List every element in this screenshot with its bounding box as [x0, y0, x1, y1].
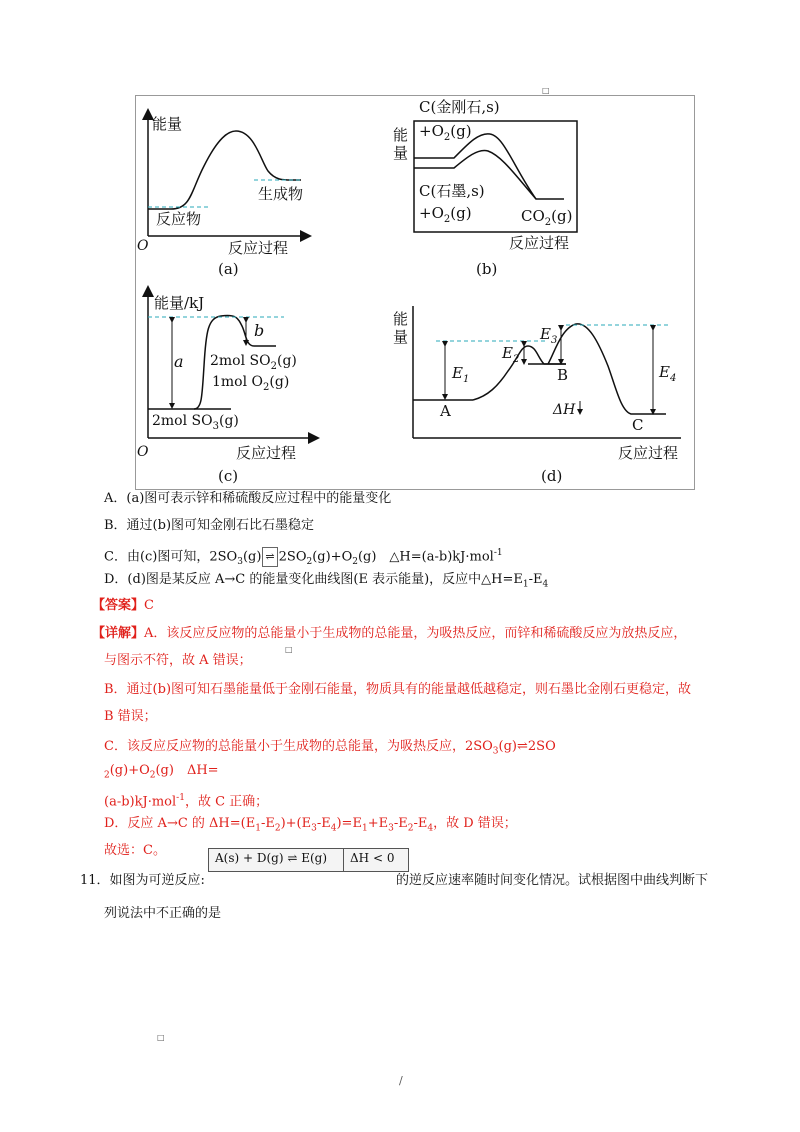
explain-conclusion: 故选：C。 — [104, 843, 166, 858]
d-dh: ΔH — [553, 402, 576, 418]
explain-c-line1: C．该反应反应物的总能量小于生成物的总能量，为吸热反应，$2SO_3(g)\rightleftharpoons 2SO$ — [104, 739, 556, 757]
option-a: A．(a)图可表示锌和稀硫酸反应过程中的能量变化 — [104, 491, 392, 506]
answer-line: 【答案】C — [92, 598, 154, 613]
svg-text:2mol SO2(g): 2mol $SO_2(g)$ — [210, 353, 297, 372]
explain-b-line1: B．通过(b)图可知石墨能量低于金刚石能量，物质具有的能量越低越稳定，则石墨比金刚石更稳定，故 — [104, 682, 692, 697]
diagram-d — [393, 306, 681, 485]
a-caption: (a) — [218, 260, 239, 278]
d-C: C — [632, 416, 644, 434]
c-origin: O — [137, 444, 149, 460]
option-c: C．由(c)图可知，$2SO_3(g)$ ⇌ $2SO_2(g)+O_2(g)$ △H=(a-b)kJ·mol$^{-1}$ — [104, 548, 503, 567]
option-d: D．(d)图是某反应 A→C 的能量变化曲线图(E 表示能量)，反应中$\triangle H=E_1-E_4$ — [104, 572, 549, 590]
diagram-b — [393, 98, 577, 278]
question-11-line2: 列说法中不正确的是 — [104, 906, 222, 921]
b-ylabel-1: 能 — [393, 126, 409, 144]
svg-text:E4: $E_4$ — [659, 363, 677, 384]
svg-text:CO2(g): $CO_2(g)$ — [521, 207, 573, 228]
a-xlabel: 反应过程 — [228, 239, 289, 257]
svg-text:2mol SO3(g): 2mol $SO_3(g)$ — [152, 413, 239, 432]
c-a-label: a — [174, 352, 184, 371]
d-ylabel-1: 能 — [393, 310, 409, 328]
svg-text:+O2(g): $+O_2(g)$ — [419, 204, 472, 225]
reversible-arrow-icon: ⇌ — [262, 547, 277, 567]
b-mid-label: C(石墨,s) — [419, 182, 485, 200]
b-top-label: C(金刚石,s) — [419, 98, 500, 116]
explain-d-line: D．反应 A→C 的 $\Delta H=(E_1-E_2)+(E_3-E_4)=E_1+E_3-E_2-E_4$，故 D 错误； — [104, 816, 517, 834]
d-ylabel-2: 量 — [393, 328, 409, 346]
svg-text:E1: $E_1$ — [452, 364, 470, 385]
explain-b-line2: B 错误； — [104, 709, 157, 724]
anchor-mark: □ — [285, 645, 293, 654]
explain-c-line3: (a-b)kJ·mol$^{-1}$，故 C 正确； — [104, 793, 269, 810]
b-ylabel-2: 量 — [393, 144, 409, 162]
d-B: B — [557, 366, 569, 384]
c-ylabel: 能量/kJ — [154, 294, 205, 312]
question-11-line1-end: 的逆反应速率随时间变化情况。试根据图中曲线判断下 — [396, 873, 709, 888]
svg-text:E3: $E_3$ — [540, 325, 558, 346]
b-caption: (b) — [476, 260, 498, 278]
svg-text:1mol O2(g): 1mol $O_2(g)$ — [212, 374, 290, 393]
d-caption: (d) — [541, 467, 563, 485]
option-b: B．通过(b)图可知金刚石比石墨稳定 — [104, 518, 315, 533]
page-footer-mark: / — [399, 1074, 403, 1087]
b-xlabel: 反应过程 — [509, 234, 570, 252]
explain-a-line1: 【详解】A．该反应反应物的总能量小于生成物的总能量，为吸热反应，而锌和稀硫酸反应为放热反应， — [92, 626, 687, 641]
delta-h-image: ΔH < 0 — [343, 848, 409, 872]
a-product: 生成物 — [258, 185, 304, 203]
energy-diagrams-svg — [136, 96, 694, 489]
anchor-mark: □ — [157, 1033, 165, 1042]
diagram-a — [137, 114, 306, 278]
anchor-mark: □ — [542, 86, 550, 95]
question-11-line1: 11．如图为可逆反应: — [80, 873, 205, 888]
c-xlabel: 反应过程 — [236, 444, 297, 462]
a-ylabel: 能量 — [152, 115, 183, 133]
c-b-label: b — [254, 321, 265, 340]
diagram-c — [137, 291, 314, 485]
d-A: A — [440, 402, 451, 420]
explain-c-line2: $_2(g)+O_2(g)$ ΔH= — [104, 763, 219, 781]
d-xlabel: 反应过程 — [618, 444, 679, 462]
equation-image: A(s) + D(g) ⇌ E(g) — [208, 848, 347, 872]
a-reactant: 反应物 — [156, 210, 202, 228]
svg-text:+O2(g): $+O_2(g)$ — [419, 122, 472, 143]
c-caption: (c) — [218, 467, 239, 485]
energy-diagrams-figure — [135, 95, 695, 490]
explain-a-line2: 与图示不符，故 A 错误； — [104, 653, 252, 668]
svg-text:E2: $E_2$ — [502, 344, 520, 365]
a-origin: O — [137, 238, 149, 254]
